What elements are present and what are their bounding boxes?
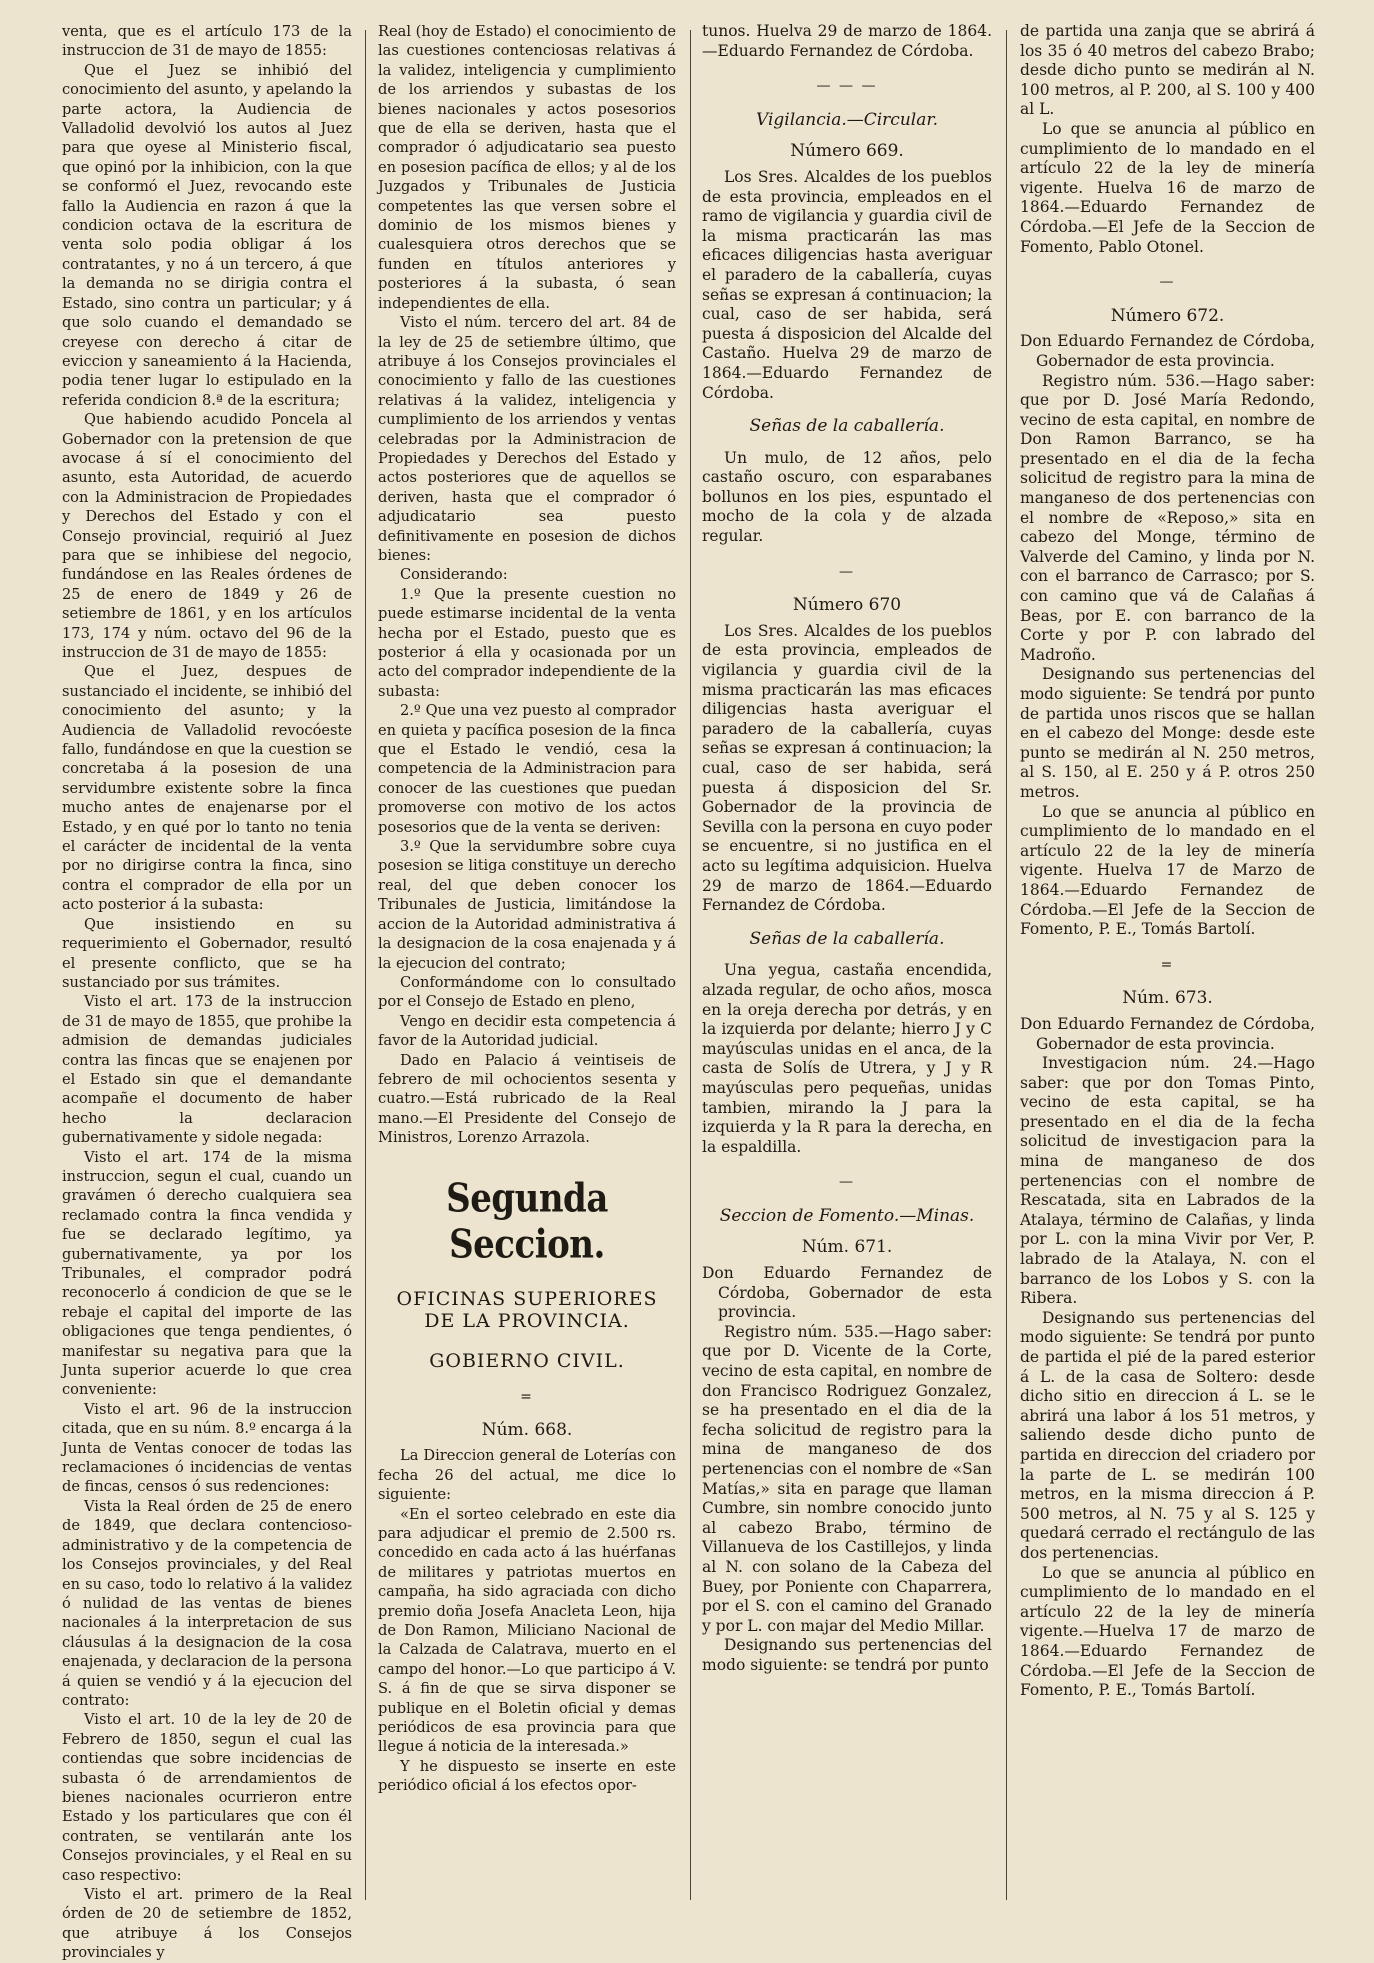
column-3	[702, 22, 992, 1906]
paragraph: Registro núm. 536.—Hago saber: que por D. José María Redondo, vecino de esta capital, en nombre de Don Ramon Barranco, se ha presentado en el dia de la fecha solicitud de registro para la mina de manganeso de dos pertenencias con el nombre de «Reposo,» sita en cabezo del Monge, término de Valverde del Camino, y linda por N. con el barranco de Carrasco; por S. con camino que vá de Calañas á Beas, por E. con barranco de la Corte y por P. con labrado del Madroño.	[1020, 371, 1315, 664]
column-2	[378, 22, 676, 1906]
paragraph: venta, que es el artículo 173 de la instruccion de 31 de mayo de 1855:	[62, 23, 352, 60]
paragraph: Que el Juez, despues de sustanciado el incidente, se inhibió del conocimiento del asunto; y la Audiencia de Valladolid revocóeste fallo, fundándose en que la cuestion se concretaba á la posesion de una servidumbre existente sobre la finca mucho antes de enajenarse por el Estado, y en qué por lo tanto no tenia el carácter de incidental de la venta por no dirigirse contra la finca, sino contra el comprador de ella por un acto posterior á la subasta:	[62, 663, 352, 914]
gobierno-title: GOBIERNO CIVIL.	[429, 1349, 625, 1372]
section-title: Segunda Seccion.	[446, 1175, 608, 1268]
paragraph: Que el Juez se inhibió del conocimiento del asunto, y apelando la parte actora, la Audiencia de Valladolid devolvió los autos al Juez para que oyese al Ministerio fiscal, que opinó por la inhibicion, con la que se conformó el Juez, revocando este fallo la Audiencia en razon á que la condicion octava de la escritura de venta solo podia obligar á los contratantes, y no á un tercero, á que la demanda no se dirigia contra el Estado, sino contra un particular; y á que solo cuando el demandado se creyese con derecho á citar de eviccion y saneamiento á la Hacienda, podia tener lugar lo estipulado en la referida condicion 8.ª de la escritura;	[62, 61, 352, 409]
paragraph: 3.º Que la servidumbre sobre cuya posesion se litiga constituye un derecho real, del que deben conocer los Tribunales de Justicia, limitándose la accion de la Autoridad administrativa á la designacion de la cosa enajenada y á la ejecucion del contrato;	[378, 838, 676, 972]
paragraph: Designando sus pertenencias del modo siguiente: Se tendrá por punto de partida unos riscos que se hallan en el cabezo del Monge: desde este punto se medirán al N. 250 metros, al S. 150, al E. 250 y á P. otros 250 metros.	[1020, 665, 1315, 801]
paragraph: Que insistiendo en su requerimiento el Gobernador, resultó el presente conflicto, que se ha sustanciado por sus trámites.	[62, 915, 352, 991]
separator: — — —	[816, 78, 878, 95]
notice-number: Número 670	[792, 595, 902, 616]
paragraph: Que habiendo acudido Poncela al Gobernador con la pretension de que avocase á sí el conocimiento del asunto, esta Autoridad, de acuerdo con la Administracion de Propiedades y Derechos del Estado y con el Consejo provincial, requirió al Juez para que se inhibiese del negocio, fundándose en las Reales órdenes de 25 de enero de 1849 y 26 de setiembre de 1861, y en los artículos 173, 174 y núm. octavo del 96 de la instruccion de 31 de mayo de 1855:	[62, 411, 352, 661]
paragraph: de partida una zanja que se abrirá á los 35 ó 40 metros del cabezo Brabo; desde dicho punto se medirán al N. 100 metros, al P. 200, al S. 100 y 400 al L.	[1020, 22, 1315, 119]
paragraph: Una yegua, castaña encendida, alzada regular, de ocho años, mosca en la oreja derecha por detrás, y en la izquierda por delante; hierro J y C mayúsculas unidas en el anca, de la casta de Solís de Utrera, y J y R mayúsculas pero pequeñas, unidas tambien, mirando la J para la izquierda y la R para la derecha, en la espaldilla.	[702, 961, 992, 1156]
paragraph: Considerando:	[400, 566, 508, 584]
column-4	[1020, 22, 1315, 1906]
paragraph: Visto el núm. tercero del art. 84 de la ley de 25 de setiembre último, que atribuye á los Consejos provinciales el conocimiento y fallo de las cuestiones relativas á la validez, inteligencia y cumplimiento de los arriendos y ventas celebradas por la Administracion de Propiedades y Derechos del Estado y actos posteriores que de aquellos se deriven, hasta que el comprador ó adjudicatario sea puesto definitivamente en posesion de dichos bienes:	[378, 314, 676, 564]
paragraph: Don Eduardo Fernandez de Córdoba, Gobernador de esta provincia.	[702, 1264, 992, 1322]
offices-title: OFICINAS SUPERIORES DE LA PROVINCIA.	[396, 1287, 658, 1332]
paragraph: Vista la Real órden de 25 de enero de 1849, que declara contencioso-administrativo y de la competencia de los Consejos provinciales, y del Real en su caso, todo lo relativo á la validez ó nulidad de las ventas de bienes nacionales á la interpretacion de sus cláusulas á la designacion de la cosa enajenada, y declaracion de la persona á quien se vendió y á la ejecucion del contrato:	[62, 1497, 352, 1709]
column-rule	[690, 30, 691, 1900]
paragraph: Don Eduardo Fernandez de Córdoba, Gobernador de esta provincia.	[1020, 332, 1315, 370]
paragraph: 1.º Que la presente cuestion no puede estimarse incidental de la venta hecha por el Estado, puesto que es posterior á ella y ocasionada por un acto del comprador independiente de la subasta:	[378, 585, 676, 700]
paragraph: Los Sres. Alcaldes de los pueblos de esta provincia, empleados en el ramo de vigilancia y guardia civil de la misma practicarán las mas eficaces diligencias hasta averiguar el paradero de la caballería, cuyas señas se expresan á continuacion; la cual, caso de ser habida, será puesta á disposicion del Alcalde del Castaño. Huelva 29 de marzo de 1864.—Eduardo Fernandez de Córdoba.	[702, 167, 992, 402]
paragraph: Designando sus pertenencias del modo siguiente: Se tendrá por punto de partida el pié de la pared esterior á L. de la casa de Soltero: desde dicho sitio en direccion á L. se le abrirá una labor á los 51 metros, y saliendo desde dicho punto de partida en direccion del criadero por la parte de L. se medirán 100 metros, en la misma direccion á P. 500 metros, al N. 75 y al S. 125 y quedará cerrado el rectángulo de las dos pertenencias.	[1020, 1308, 1315, 1562]
notice-number: Número 669.	[790, 141, 904, 162]
separator: —	[839, 563, 855, 580]
notice-number: Número 672.	[1110, 305, 1225, 326]
paragraph: Investigacion núm. 24.—Hago saber: que por don Tomas Pinto, vecino de esta capital, se ha presentado en el dia de la fecha solicitud de investigacion para la mina de manganeso de dos pertenencias con el nombre de Rescatada, sita en Labrados de la Atalaya, término de Calañas, y linda por L. con la mina Vivir por Ver, P. labrado de la Atalaya, N. con el barranco de los Lobos y S. con la Ribera.	[1020, 1054, 1315, 1308]
paragraph: Designando sus pertenencias del modo siguiente: se tendrá por punto	[702, 1636, 992, 1674]
paragraph: Visto el art. 173 de la instruccion de 31 de mayo de 1855, que prohibe la admision de demandas judiciales contra las fincas que se enajenen por el Estado sin que el demandante acompañe el documento de haber hecho la declaracion gubernativamente y sidole negada:	[62, 993, 352, 1147]
paragraph: Don Eduardo Fernandez de Córdoba, Gobernador de esta provincia.	[1020, 1014, 1315, 1053]
section-heading: Vigilancia.—Circular.	[755, 109, 939, 130]
paragraph: Los Sres. Alcaldes de los pueblos de esta provincia, empleados de vigilancia y guardia civil de la misma practicarán las mas eficaces diligencias hasta averiguar el paradero de la caballería, cuyas señas se expresan á continuacion; la cual, caso de ser habida, será puesta á disposicion del Sr. Gobernador de la provincia de Sevilla con la persona en cuyo poder se encuentre, si no justifica en el acto su legítima adquisicion. Huelva 29 de marzo de 1864.—Eduardo Fernandez de Córdoba.	[702, 621, 992, 915]
column-rule	[1006, 30, 1007, 1900]
separator: =	[520, 1388, 534, 1405]
notice-number: Núm. 671.	[801, 1237, 893, 1258]
separator: —	[1159, 274, 1176, 291]
section-heading: Señas de la caballería.	[749, 416, 945, 437]
paragraph: Lo que se anuncia al público en cumplimiento de lo mandado en el artículo 22 de la ley de minería vigente.—Huelva 17 de marzo de 1864.—Eduardo Fernandez de Córdoba.—El Jefe de la Seccion de Fomento, P. E., Tomás Bartolí.	[1020, 1563, 1315, 1700]
paragraph: «En el sorteo celebrado en este dia para adjudicar el premio de 2.500 rs. concedido en cada acto á las huérfanas de militares y patriotas muertos en campaña, ha sido agraciada con dicho premio doña Josefa Anacleta Leon, hija de Don Ramon, Miliciano Nacional de la Calzada de Calatrava, muerto en el campo del honor.—Lo que participo á V. S. á fin de que se sirva disponer se publique en el Boletin oficial y demas periódicos de esa provincia para que llegue á noticia de la interesada.»	[378, 1505, 676, 1756]
section-heading: Señas de la caballería.	[749, 928, 945, 949]
paragraph: Real (hoy de Estado) el conocimiento de las cuestiones contenciosas relativas á la validez, inteligencia y cumplimiento de los arriendos y subastas de los bienes nacionales y actos posesorios que de ella se deriven, hasta que el comprador ó adjudicatario sea puesto en posesion pacífica de ellos; y al de los Juzgados y Tribunales de Justicia competentes las que versen sobre el dominio de los mismos bienes y cualesquiera otros derechos que se funden en títulos anteriores y posteriores á la subasta, ó sean independientes de ella.	[378, 23, 676, 312]
paragraph: Y he dispuesto se inserte en este periódico oficial á los efectos opor-	[378, 1757, 676, 1795]
column-1	[62, 22, 352, 1962]
paragraph: Registro núm. 535.—Hago saber: que por D. Vicente de la Corte, vecino de esta capital, en nombre de don Francisco Rodriguez Gonzalez, se ha presentado en el dia de la fecha solicitud de registro para la mina de manganeso de dos pertenencias con el nombre de «San Matías,» sita en parage que llaman Cumbre, sin nombre conocido junto al cabezo Brabo, término de Villanueva de los Castillejos, y linda al N. con solano de la Cabeza del Buey, por Poniente con Chaparrera, por el S. con el camino del Granado y por L. con majar del Medio Millar.	[702, 1322, 992, 1635]
column-rule	[365, 30, 366, 1900]
separator: —	[839, 1174, 855, 1191]
paragraph: tunos. Huelva 29 de marzo de 1864.—Eduardo Fernandez de Córdoba.	[702, 22, 992, 60]
paragraph: Lo que se anuncia al público en cumplimiento de lo mandado en el artículo 22 de la ley de minería vigente. Huelva 16 de marzo de 1864.—Eduardo Fernandez de Córdoba.—El Jefe de la Seccion de Fomento, Pablo Otonel.	[1020, 119, 1315, 256]
paragraph: Vengo en decidir esta competencia á favor de la Autoridad judicial.	[378, 1012, 676, 1050]
notice-number: Núm. 668.	[481, 1419, 573, 1440]
paragraph: 2.º Que una vez puesto al comprador en quieta y pacífica posesion de la finca que el Estado le vendió, cesa la competencia de la Administracion para conocer de las cuestiones que puedan promoverse con motivo de los actos posesorios que de la venta se deriven:	[378, 702, 676, 836]
paragraph: Dado en Palacio á veintiseis de febrero de mil ochocientos sesenta y cuatro.—Está rubricado de la Real mano.—El Presidente del Consejo de Ministros, Lorenzo Arrazola.	[378, 1051, 676, 1147]
paragraph: Un mulo, de 12 años, pelo castaño oscuro, con esparabanes bollunos en los pies, espuntado el mocho de la cola y de alzada regular.	[702, 448, 992, 546]
paragraph: Visto el art. 10 de la ley de 20 de Febrero de 1850, segun el cual las contiendas que sobre incidencias de subasta ó de arrendamientos de bienes nacionales ocurrieron entre Estado y los particulares que con él contraten, se ventilarán ante los Consejos provinciales, y el Real en su caso respectivo:	[62, 1711, 352, 1884]
notice-number: Núm. 673.	[1122, 988, 1213, 1009]
paragraph: Visto el art. 174 de la misma instruccion, segun el cual, cuando un gravámen ó derecho cualquiera sea reclamado contra la finca vendida y fue se declarado legítimo, ya gubernativamente, ya por los Tribunales, el comprador podrá reconocerlo á condicion de que se le rebaje el capital del importe de las obligaciones que tenga pendientes, ó manifestar su negativa para que la Junta superior acuerde lo que crea conveniente:	[62, 1148, 352, 1399]
paragraph: Lo que se anuncia al público en cumplimiento de lo mandado en el artículo 22 de la ley de minería vigente. Huelva 17 de Marzo de 1864.—Eduardo Fernandez de Córdoba.—El Jefe de la Seccion de Fomento, P. E., Tomás Bartolí.	[1020, 802, 1315, 939]
paragraph: Visto el art. primero de la Real órden de 20 de setiembre de 1852, que atribuye á los Consejos provinciales y	[62, 1886, 352, 1962]
paragraph: La Direccion general de Loterías con fecha 26 del actual, me dice lo siguiente:	[378, 1447, 676, 1504]
separator: =	[1160, 956, 1175, 973]
section-heading: Seccion de Fomento.—Minas.	[719, 1205, 975, 1226]
paragraph: Conformándome con lo consultado por el Consejo de Estado en pleno,	[378, 973, 676, 1011]
paragraph: Visto el art. 96 de la instruccion citada, que en su núm. 8.º encarga á la Junta de Ventas conocer de todas las reclamaciones ó incidencias de ventas de fincas, censos ó sus redenciones:	[62, 1400, 352, 1496]
